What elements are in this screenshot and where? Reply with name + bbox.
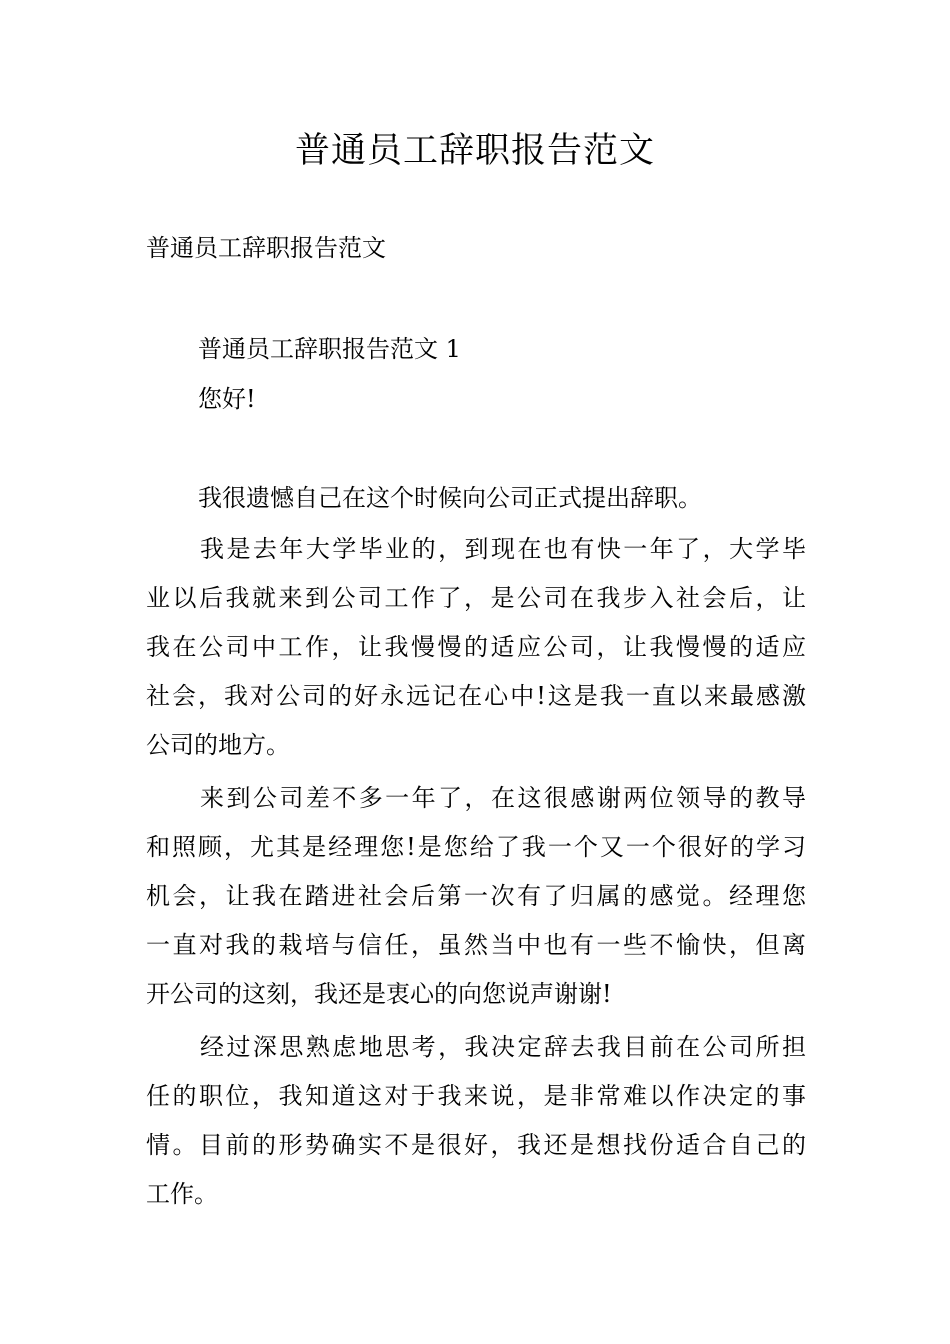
paragraph-line: 我是去年大学毕业的，到现在也有快一年了，大学毕 — [200, 535, 806, 563]
paragraph-line: 开公司的这刻，我还是衷心的向您说声谢谢! — [146, 980, 612, 1008]
paragraph-line: 任的职位，我知道这对于我来说，是非常难以作决定的事 — [146, 1082, 806, 1110]
intro-sentence: 我很遗憾自己在这个时候向公司正式提出辞职。 — [198, 484, 702, 512]
paragraph-line: 我在公司中工作，让我慢慢的适应公司，让我慢慢的适应 — [146, 633, 806, 661]
section-heading: 普通员工辞职报告范文 1 — [198, 335, 461, 363]
paragraph-line: 公司的地方。 — [146, 731, 290, 759]
document-subtitle: 普通员工辞职报告范文 — [146, 234, 386, 262]
document-title: 普通员工辞职报告范文 — [294, 131, 655, 171]
paragraph-line: 情。目前的形势确实不是很好，我还是想找份适合自己的 — [146, 1131, 806, 1159]
paragraph-line: 机会，让我在踏进社会后第一次有了归属的感觉。经理您 — [146, 882, 806, 910]
paragraph-line: 工作。 — [146, 1180, 218, 1208]
paragraph-line: 业以后我就来到公司工作了，是公司在我步入社会后，让 — [146, 584, 806, 612]
paragraph-line: 和照顾，尤其是经理您!是您给了我一个又一个很好的学习 — [146, 833, 806, 861]
paragraph-line: 社会，我对公司的好永远记在心中!这是我一直以来最感激 — [146, 682, 806, 710]
paragraph-line: 一直对我的栽培与信任，虽然当中也有一些不愉快，但离 — [146, 931, 806, 959]
greeting: 您好! — [198, 385, 256, 413]
paragraph-2 — [146, 783, 806, 1028]
paragraph-3 — [146, 1032, 806, 1228]
paragraph-1 — [146, 534, 806, 779]
paragraph-line: 经过深思熟虑地思考，我决定辞去我目前在公司所担 — [200, 1033, 806, 1061]
paragraph-line: 来到公司差不多一年了，在这很感谢两位领导的教导 — [200, 784, 806, 812]
